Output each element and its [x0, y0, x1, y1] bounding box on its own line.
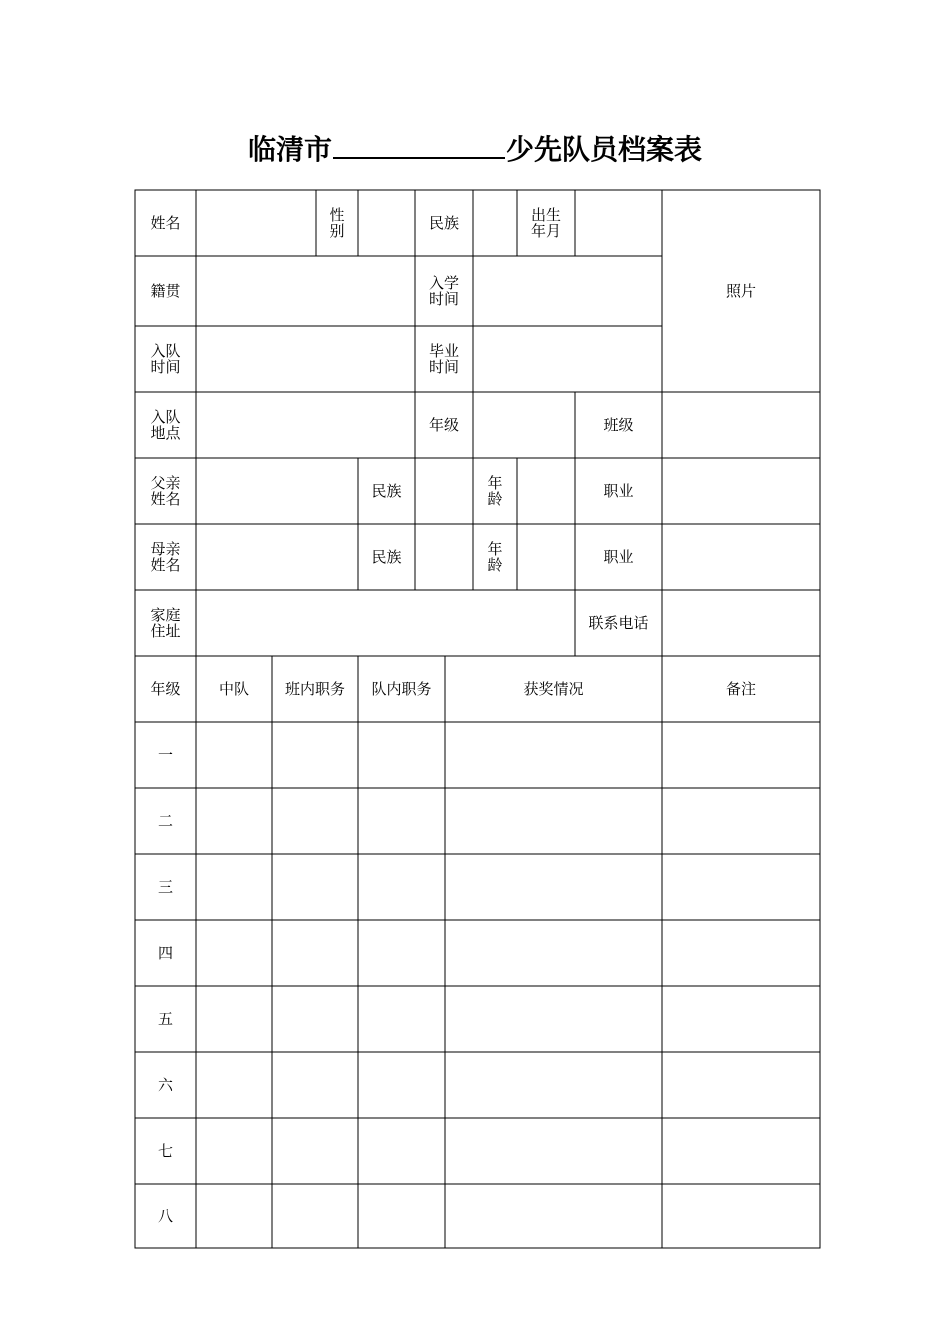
history-grade-label: 八: [157, 1207, 173, 1225]
native-place-field[interactable]: [196, 256, 415, 326]
history-grade-label: 一: [157, 746, 173, 764]
history-header-notes: 备注: [725, 680, 756, 698]
history-header-team-role: 队内职务: [371, 680, 432, 698]
history-grade-label: 七: [157, 1142, 173, 1160]
label-join-place: 入队 地点: [150, 408, 181, 442]
mother-name-field[interactable]: [196, 524, 358, 590]
label-father-age: 年 龄: [487, 474, 503, 508]
address-field[interactable]: [196, 590, 575, 656]
label-ethnicity: 民族: [428, 214, 459, 232]
history-header-awards: 获奖情况: [523, 680, 584, 698]
father-age-field[interactable]: [517, 458, 575, 524]
label-class: 班级: [603, 416, 634, 434]
history-grade-label: 四: [157, 944, 173, 962]
label-father-job: 职业: [603, 482, 634, 500]
birth-field[interactable]: [575, 190, 662, 256]
history-grade-label: 六: [157, 1076, 173, 1094]
mother-age-field[interactable]: [517, 524, 575, 590]
graduate-time-field[interactable]: [473, 326, 662, 392]
label-grade: 年级: [428, 416, 459, 434]
title-suffix: 少先队员档案表: [506, 133, 703, 166]
photo-box[interactable]: 照片: [725, 282, 756, 300]
label-phone: 联系电话: [588, 614, 649, 632]
label-father-name: 父亲 姓名: [150, 474, 181, 508]
father-job-field[interactable]: [662, 458, 820, 524]
history-header-squad: 中队: [218, 680, 249, 698]
history-grade-label: 三: [157, 878, 173, 896]
father-ethnicity-field[interactable]: [415, 458, 473, 524]
history-grade-label: 五: [157, 1010, 173, 1028]
phone-field[interactable]: [662, 590, 820, 656]
label-native-place: 籍贯: [150, 282, 181, 300]
gender-field[interactable]: [358, 190, 415, 256]
label-name: 姓名: [150, 214, 181, 232]
class-field[interactable]: [662, 392, 820, 458]
label-father-ethnicity: 民族: [371, 482, 402, 500]
label-join-time: 入队 时间: [150, 342, 181, 376]
history-header-grade: 年级: [150, 680, 181, 698]
label-mother-job: 职业: [603, 548, 634, 566]
join-time-field[interactable]: [196, 326, 415, 392]
grade-field[interactable]: [473, 392, 575, 458]
history-header-class-role: 班内职务: [284, 680, 345, 698]
label-gender: 性 别: [329, 206, 345, 240]
name-field[interactable]: [196, 190, 316, 256]
mother-ethnicity-field[interactable]: [415, 524, 473, 590]
label-mother-age: 年 龄: [487, 540, 503, 574]
history-grade-label: 二: [157, 812, 173, 830]
label-graduate-time: 毕业 时间: [428, 342, 459, 376]
father-name-field[interactable]: [196, 458, 358, 524]
title-prefix: 临清市: [247, 133, 332, 166]
ethnicity-field[interactable]: [473, 190, 517, 256]
label-mother-ethnicity: 民族: [371, 548, 402, 566]
label-enroll-time: 入学 时间: [428, 274, 459, 308]
join-place-field[interactable]: [196, 392, 415, 458]
mother-job-field[interactable]: [662, 524, 820, 590]
label-birth: 出生 年月: [530, 206, 561, 240]
enroll-time-field[interactable]: [473, 256, 662, 326]
label-address: 家庭 住址: [150, 606, 181, 640]
label-mother-name: 母亲 姓名: [150, 540, 181, 574]
